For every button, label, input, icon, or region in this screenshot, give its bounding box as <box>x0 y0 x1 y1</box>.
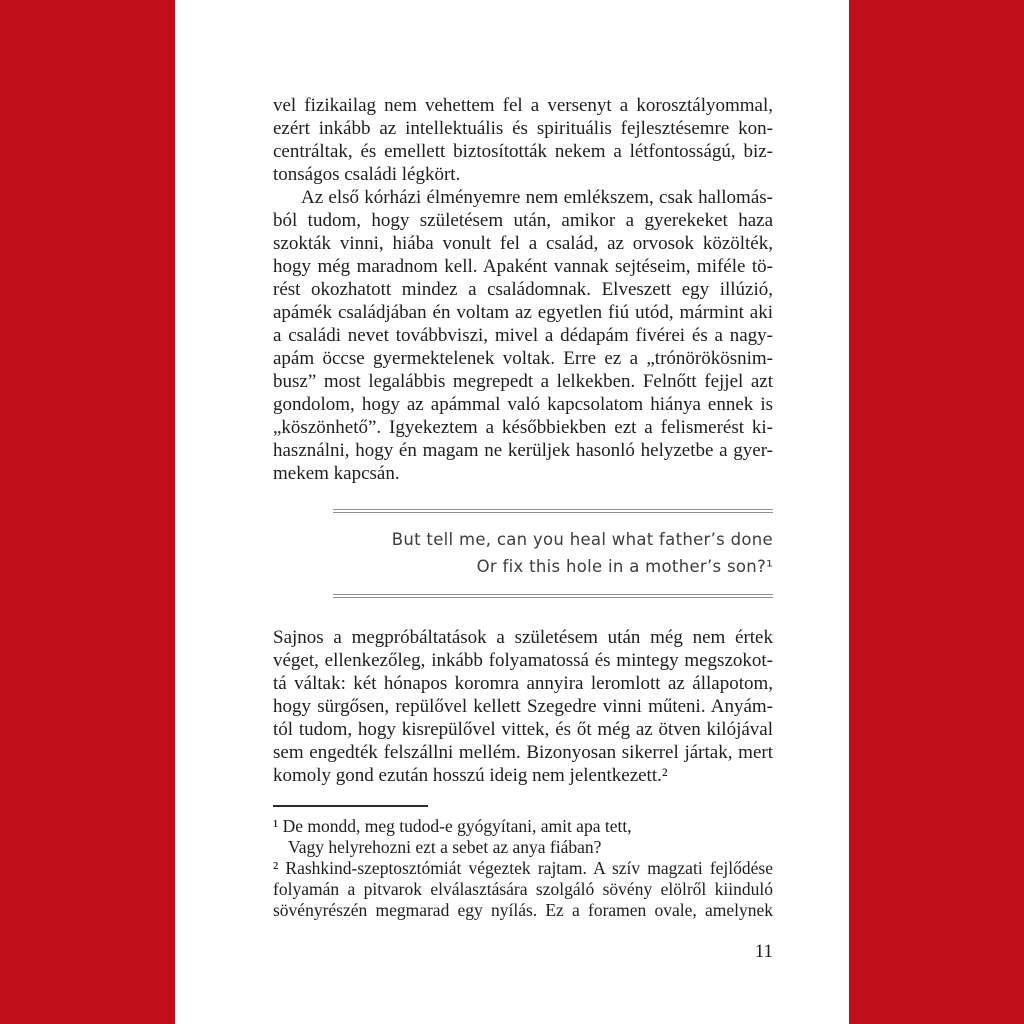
quote-block <box>273 526 773 580</box>
body-text-line: gondolom, hogy az apámmal való kapcsolatom hiánya ennek is <box>273 394 773 415</box>
body-text-line: vel fizikailag nem vehettem fel a versenyt a korosztályommal, <box>273 95 773 116</box>
paragraph-1 <box>273 94 773 186</box>
body-text-line: Sajnos a megpróbáltatások a születésem után még nem értek <box>273 627 773 648</box>
body-text-line: centráltak, és emellett biztosították nekem a létfontosságú, biz- <box>273 141 773 162</box>
body-text-line: ból tudom, hogy születésem után, amikor a gyerekeket haza <box>273 210 773 231</box>
footnote-1 <box>273 816 773 858</box>
body-text-line: ezért inkább az intellektuális és spirituális fejlesztésemre kon- <box>273 118 773 139</box>
quote-separator-top <box>333 509 773 513</box>
body-text-line: sem engedték felszállni mellém. Bizonyosan sikerrel jártak, mert <box>273 742 773 763</box>
quote-separator-bottom <box>333 594 773 598</box>
left-red-band <box>0 0 175 1024</box>
body-text-line: hogy sürgősen, repülővel kellett Szegedre vinni műteni. Anyám- <box>273 696 773 717</box>
body-text-line: szokták vinni, hiába vonult fel a család, az orvosok közölték, <box>273 233 773 254</box>
footnotes <box>273 816 773 921</box>
quote-line: Or fix this hole in a mother’s son?¹ <box>476 557 773 576</box>
body-text-line: használni, hogy én magam ne kerüljek hasonló helyzetbe a gyer- <box>273 440 773 461</box>
right-red-band <box>849 0 1024 1024</box>
body-text-line: „köszönhető”. Igyekeztem a későbbiekben ezt a felismerést ki- <box>273 417 773 438</box>
body-text-line: mekem kapcsán. <box>273 463 400 484</box>
footnote-separator <box>273 805 428 807</box>
body-text-line: tól tudom, hogy kisrepülővel vittek, és őt még az ötven kilójával <box>273 719 773 740</box>
body-text-line: apám öccse gyermektelenek voltak. Erre ez a „trónörökösnim- <box>273 348 773 369</box>
body-text-line: komoly gond ezután hosszú ideig nem jelentkezett.² <box>273 765 668 786</box>
body-text-line: rést okozhatott mindez a családomnak. Elveszett egy illúzió, <box>273 279 773 300</box>
body-text-line: busz” most legalábbis megrepedt a lelkekben. Felnőtt fejjel azt <box>273 371 773 392</box>
footnote-line: ² Rashkind-szeptosztómiát végeztek rajtam. A szív magzati fejlődése <box>273 858 773 878</box>
paragraph-3 <box>273 626 773 787</box>
quote-line: But tell me, can you heal what father’s done <box>391 530 773 549</box>
body-text-line: tá váltak: két hónapos koromra annyira leromlott az állapotom, <box>273 673 773 694</box>
paragraph-2 <box>273 186 773 485</box>
text-column <box>273 94 773 921</box>
footnote-line: sövényrészén megmarad egy nyílás. Ez a foramen ovale, amelynek <box>273 900 773 920</box>
page-number: 11 <box>754 941 773 962</box>
body-text-line: Az első kórházi élményemre nem emlékszem, csak hallomás- <box>301 187 773 208</box>
footnote-line: Vagy helyrehozni ezt a sebet az anya fiában? <box>288 837 602 857</box>
body-text-line: apámék családjában én voltam az egyetlen fiú utód, mármint aki <box>273 302 773 323</box>
body-text-line: hogy még maradnom kell. Apaként vannak sejtéseim, miféle tö- <box>273 256 773 277</box>
body-text-line: véget, ellenkezőleg, inkább folyamatossá és mintegy megszokot- <box>273 650 773 671</box>
body-text-line: a családi nevet továbbviszi, mivel a dédapám fivérei és a nagy- <box>273 325 773 346</box>
footnote-line: ¹ De mondd, meg tudod-e gyógyítani, amit apa tett, <box>273 816 632 836</box>
footnote-line: folyamán a pitvarok elválasztására szolgáló sövény elölről kiinduló <box>273 879 773 899</box>
footnote-2 <box>273 858 773 921</box>
body-text-line: tonságos családi légkört. <box>273 164 461 185</box>
